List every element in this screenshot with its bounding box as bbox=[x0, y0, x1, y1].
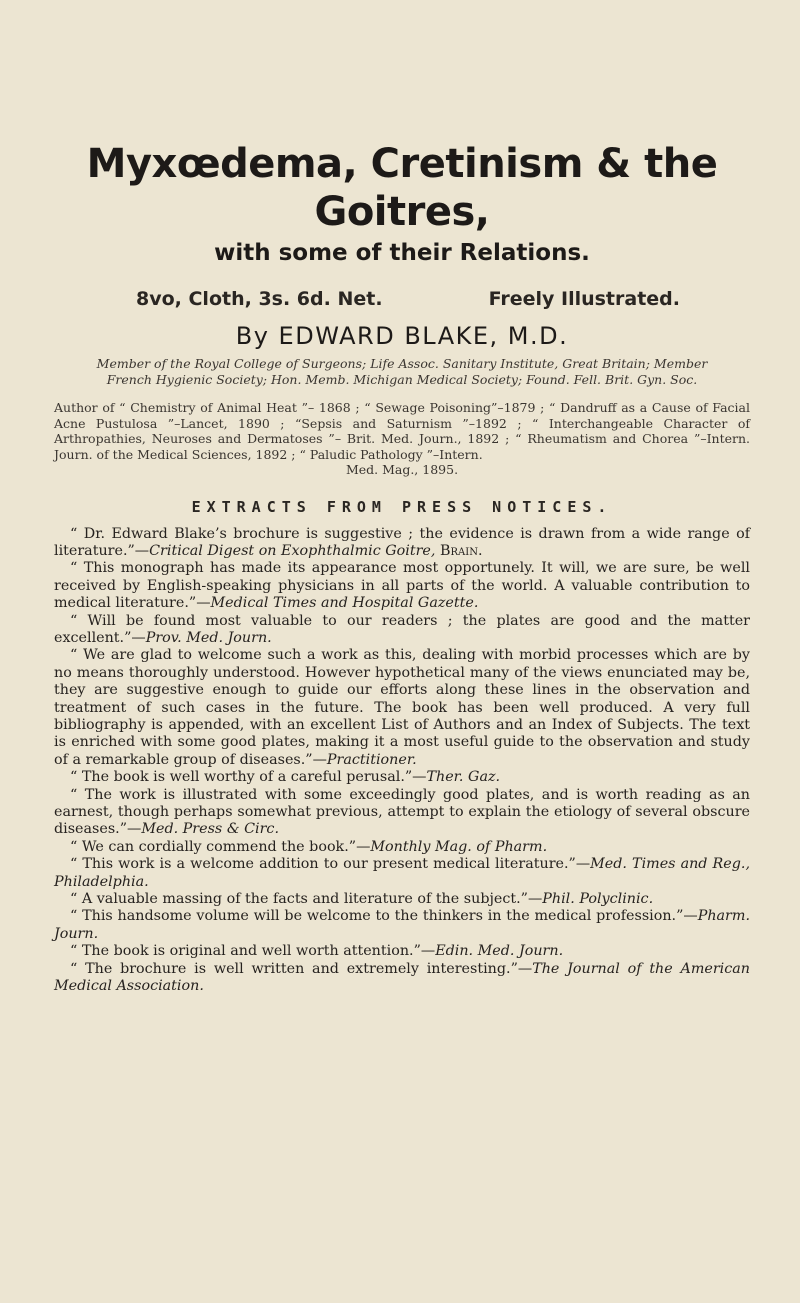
notice-source: Critical Digest on Exophthalmic Goitre, bbox=[149, 542, 436, 559]
author-byline: By EDWARD BLAKE, M.D. bbox=[235, 322, 569, 350]
notice-text: “ Will be found most valuable to our readers ; the plates are good and the matter excellent.”— bbox=[54, 612, 750, 646]
notice-source: Prov. Med. Journ. bbox=[145, 629, 272, 646]
press-notice bbox=[54, 526, 750, 561]
press-notice bbox=[54, 613, 750, 648]
notice-source-extra: Brain. bbox=[440, 542, 483, 559]
press-notice bbox=[54, 647, 750, 769]
notice-text: “ The book is original and well worth attention.”— bbox=[70, 943, 436, 960]
press-notice bbox=[54, 891, 750, 908]
notice-source: Med. Press & Circ. bbox=[141, 821, 279, 838]
notice-source: Med. Times and Reg., Philadelphia. bbox=[54, 856, 750, 890]
press-notices-list bbox=[54, 526, 750, 996]
notice-text: “ Dr. Edward Blake’s brochure is suggestive ; the evidence is drawn from a wide range of literature.”— bbox=[54, 525, 750, 559]
notice-text: “ This handsome volume will be welcome to the thinkers in the medical profession.”— bbox=[70, 908, 698, 925]
notice-text: “ The book is well worthy of a careful perusal.”— bbox=[70, 769, 427, 786]
notice-text: “ This monograph has made its appearance most opportunely. It will, we are sure, be well received by English-speaking physicians in all parts of the world. A valuable contribution to medical literature.”— bbox=[54, 560, 750, 612]
book-subtitle: with some of their Relations. bbox=[214, 240, 590, 266]
notice-source: Ther. Gaz. bbox=[426, 769, 501, 786]
notice-source: Medical Times and Hospital Gazette. bbox=[210, 595, 479, 612]
notice-text: “ We are glad to welcome such a work as this, dealing with morbid processes which are by no means thoroughly understood. However hypothetical many of the views enunciated may be, they are suggestive enough to guide our efforts along these lines in the observation and treatment of such cases in the future. The book has been well produced. A very full bibliography is appended, with an excellent List of Authors and an Index of Subjects. The text is enriched with some good plates, making it a most useful guide to the observation and study of a remarkable group of diseases.”— bbox=[54, 647, 750, 768]
author-works-list: Author of “ Chemistry of Animal Heat ”– 1868 ; “ Sewage Poisoning”–1879 ; “ Dandruff as a Cause of Facial Acne Pustulosa ”–Lancet, 1890 ; “Sepsis and Saturnism ”–1892 ; “ Interchangeable Character of Arthropathies, Neuroses and Dermatoses ”– Brit. Med. Journ., 1892 ; “ Rheumatism and Chorea ”–Intern. Journ. of the Medical Sciences, 1892 ; “ Paludic Pathology ”–Intern. bbox=[54, 400, 750, 462]
notice-text: “ This work is a welcome addition to our present medical literature.”— bbox=[70, 856, 591, 873]
press-notice bbox=[54, 787, 750, 839]
press-notice bbox=[54, 856, 750, 891]
notice-text: “ We can cordially commend the book.”— bbox=[70, 838, 371, 855]
format-price: 8vo, Cloth, 3s. 6d. Net. bbox=[136, 288, 383, 310]
illustration-note: Freely Illustrated. bbox=[488, 288, 680, 310]
notice-source: The Journal of the American Medical Association. bbox=[54, 960, 750, 995]
press-notice bbox=[54, 961, 750, 996]
notice-source: Phil. Polyclinic. bbox=[542, 891, 654, 908]
author-works bbox=[54, 400, 750, 478]
press-notices-heading: EXTRACTS FROM PRESS NOTICES. bbox=[191, 497, 613, 516]
author-memberships: Member of the Royal College of Surgeons; Life Assoc. Sanitary Institute, Great Britain; Member French Hygienic Society; Hon. Memb. Michigan Medical Society; Found. Fell. Brit. Gyn. Soc. bbox=[96, 356, 708, 387]
book-title: Myxœdema, Cretinism & the Goitres, bbox=[86, 141, 718, 235]
notice-source: Pharm. Journ. bbox=[54, 908, 750, 942]
notice-source: Practitioner. bbox=[326, 751, 417, 768]
press-notice bbox=[54, 560, 750, 612]
press-notice bbox=[54, 943, 750, 960]
format-row bbox=[136, 288, 680, 310]
notice-source: Monthly Mag. of Pharm. bbox=[370, 838, 548, 855]
press-notice bbox=[54, 769, 750, 786]
author-works-tail: Med. Mag., 1895. bbox=[345, 462, 459, 477]
notice-text: “ The brochure is well written and extremely interesting.”— bbox=[70, 960, 533, 977]
notice-text: “ The work is illustrated with some exceedingly good plates, and is worth reading as an earnest, though perhaps somewhat previous, attempt to explain the etiology of several obscure diseases.”— bbox=[54, 786, 750, 838]
notice-text: “ A valuable massing of the facts and literature of the subject.”— bbox=[70, 891, 543, 908]
notice-source: Edin. Med. Journ. bbox=[435, 943, 564, 960]
press-notice bbox=[54, 839, 750, 856]
press-notice bbox=[54, 908, 750, 943]
